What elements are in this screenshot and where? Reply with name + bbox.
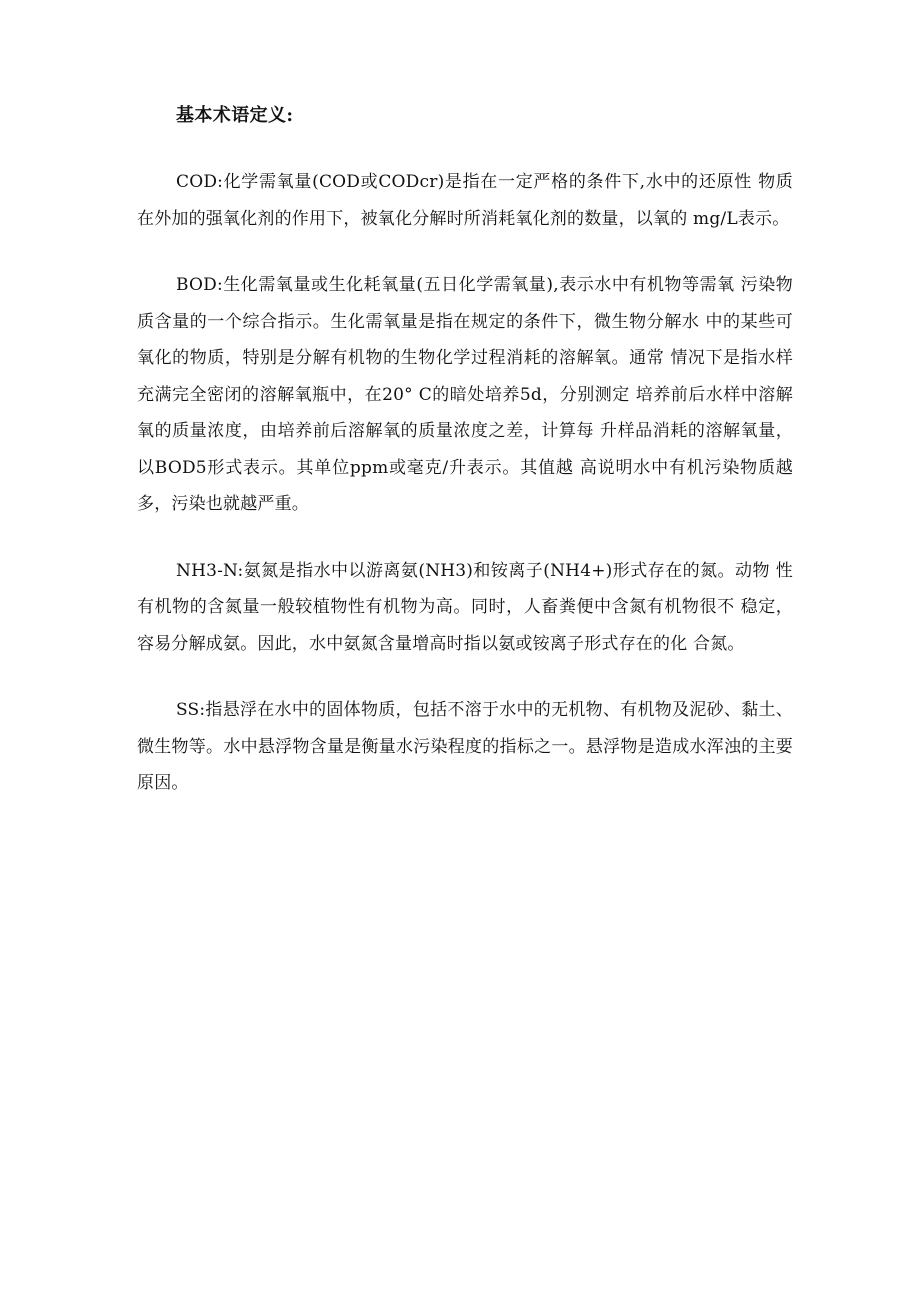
paragraph-nh3n: NH3-N:氨氮是指水中以游离氨(NH3)和铵离子(NH4+)形式存在的氮。动物 性有机物的含氮量一般较植物性有机物为高。同时，人畜粪便中含氮有机物很不 稳定，容易分解成氨。因此，水中氨氮含量增高时指以氨或铵离子形式存在的化 合氮。 xyxy=(137,560,793,654)
section-heading: 基本术语定义: xyxy=(176,105,294,126)
paragraph-ss: SS:指悬浮在水中的固体物质，包括不溶于水中的无机物、有机物及泥砂、黏土、微生物等。水中悬浮物含量是衡量水污染程度的指标之一。悬浮物是造成水浑浊的主要原因。 xyxy=(137,700,793,793)
paragraph-cod: COD:化学需氧量(COD或CODcr)是指在一定严格的条件下,水中的还原性 物质在外加的强氧化剂的作用下，被氧化分解时所消耗氧化剂的数量，以氧的 mg/L表示。 xyxy=(137,172,793,229)
document-body xyxy=(137,98,793,832)
paragraph-bod: BOD:生化需氧量或生化耗氧量(五日化学需氧量),表示水中有机物等需氧 污染物质含量的一个综合指示。生化需氧量是指在规定的条件下，微生物分解水 中的某些可氧化的物质，特别是分解有机物的生物化学过程消耗的溶解氧。通常 情况下是指水样充满完全密闭的溶解氧瓶中，在20° C的暗处培养5d，分别测定 培养前后水样中溶解氧的质量浓度，由培养前后溶解氧的质量浓度之差，计算每 升样品消耗的溶解氧量，以BOD5形式表示。其单位ppm或毫克/升表示。其值越 高说明水中有机污染物质越多，污染也就越严重。 xyxy=(137,275,793,514)
